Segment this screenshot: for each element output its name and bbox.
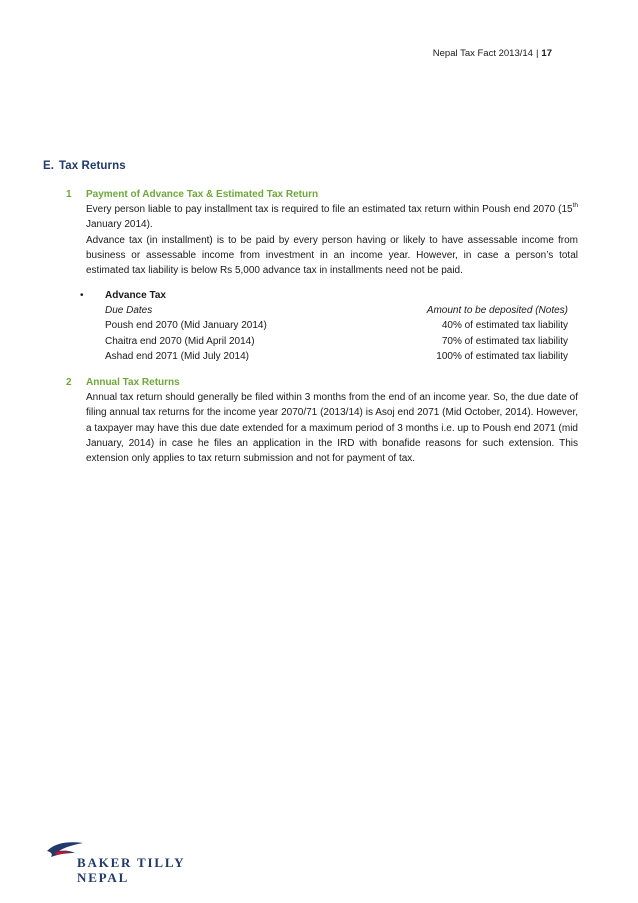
section-title-text: Tax Returns xyxy=(59,160,126,172)
section-title xyxy=(43,160,126,172)
section-letter: E. xyxy=(43,160,55,172)
item-advance-tax-return xyxy=(66,187,578,278)
amount-cell: 100% of estimated tax liability xyxy=(436,350,568,362)
paragraph: Annual tax return should generally be filed within 3 months from the end of an income year. So, the due date of filing annual tax returns for the income year 2070/71 (2013/14) is Asoj end 2071 (Mid October, 2014). However, a taxpayer may have this due date extended for a maximum period of 3 months i.e. up to Poush end 2071 (mid January, 2014) in case he files an application in the IRD with bonafide reasons for such extension. This extension only applies to tax return submission and not for payment of tax. xyxy=(86,392,578,465)
header-separator: | xyxy=(535,48,539,59)
logo-line1: BAKER TILLY xyxy=(77,855,186,870)
column-header-due-dates: Due Dates xyxy=(105,305,153,317)
due-date-cell: Chaitra end 2070 (Mid April 2014) xyxy=(105,335,255,347)
paragraph-text: January 2014). xyxy=(86,219,153,231)
advance-tax-title: Advance Tax xyxy=(105,290,166,301)
table-header-row xyxy=(105,303,568,318)
superscript: th xyxy=(572,202,578,210)
table-row xyxy=(105,349,568,364)
header-doc-title: Nepal Tax Fact 2013/14 xyxy=(432,48,533,59)
item-number: 2 xyxy=(66,377,72,388)
page-header xyxy=(433,48,552,59)
paragraph: Advance tax (in installment) is to be paid by every person having or likely to have assessable income from business or assessable income from investment in an income year. However, in case a person’s total estimated tax liability is below Rs 5,000 advance tax in installments need not be paid. xyxy=(86,234,578,277)
paragraph-text: Every person liable to pay installment tax is required to file an estimated tax return within Poush end 2070 (15 xyxy=(86,204,573,216)
page-number: 17 xyxy=(541,48,552,59)
due-date-cell: Poush end 2070 (Mid January 2014) xyxy=(105,320,267,332)
company-logo xyxy=(45,839,186,887)
item-heading: Annual Tax Returns xyxy=(86,377,180,388)
logo-line2: NEPAL xyxy=(77,870,130,885)
bullet: • xyxy=(80,290,84,301)
item-number: 1 xyxy=(66,189,72,200)
item-annual-tax-returns xyxy=(66,375,578,466)
item-heading: Payment of Advance Tax & Estimated Tax Return xyxy=(86,189,319,200)
table-row xyxy=(105,334,568,349)
due-date-cell: Ashad end 2071 (Mid July 2014) xyxy=(105,350,249,362)
amount-cell: 40% of estimated tax liability xyxy=(441,320,568,332)
advance-tax-table xyxy=(80,288,568,364)
paragraph xyxy=(86,202,578,232)
amount-cell: 70% of estimated tax liability xyxy=(441,335,568,347)
column-header-amount: Amount to be deposited (Notes) xyxy=(426,305,568,317)
table-row xyxy=(105,318,568,333)
